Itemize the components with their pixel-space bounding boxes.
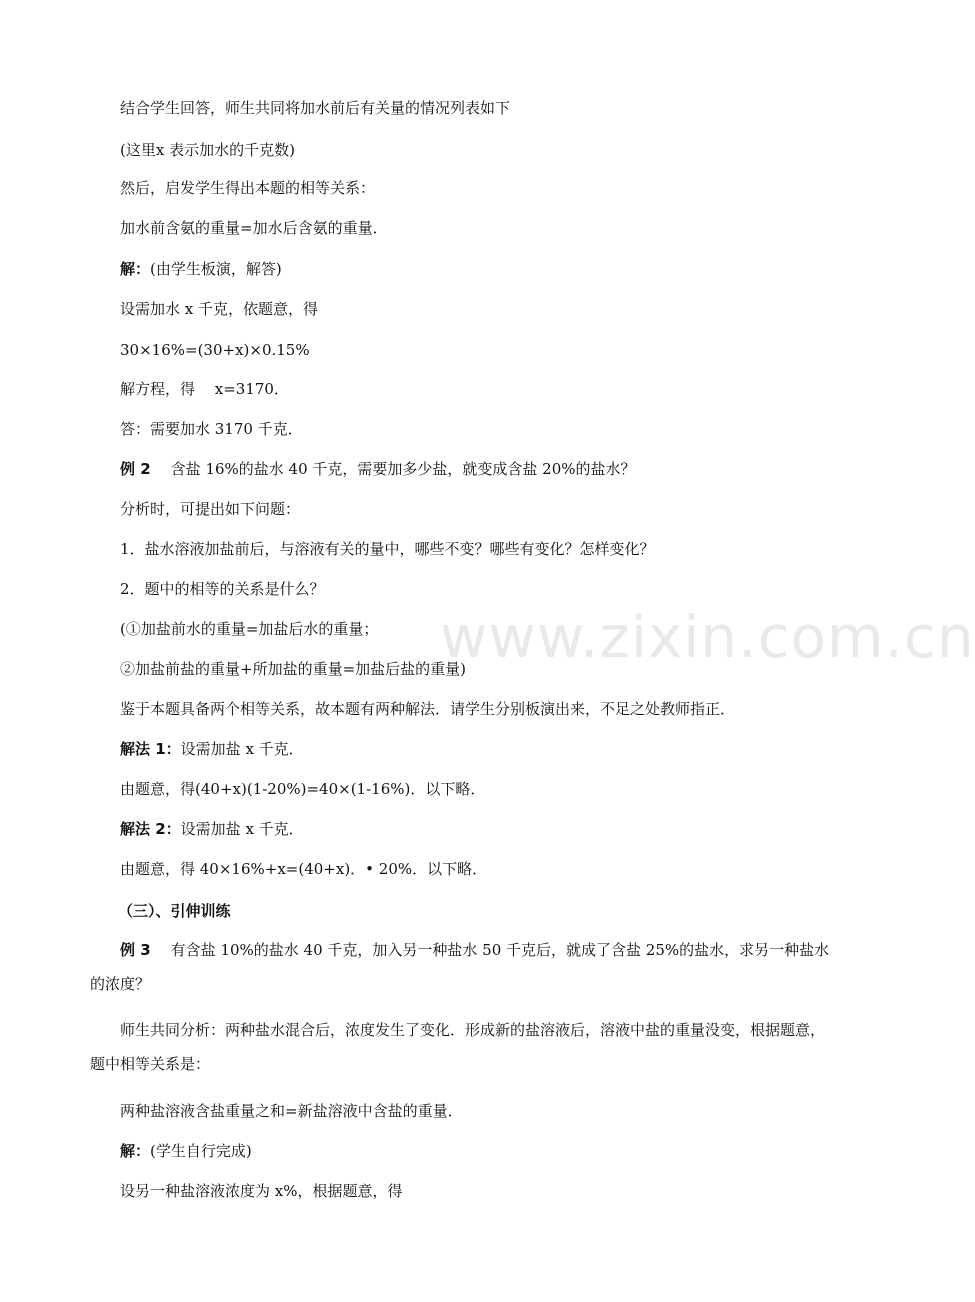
text-line: 设另一种盐溶液浓度为 x%，根据题意，得 <box>120 1182 403 1200</box>
text-line: 师生共同分析：两种盐水混合后，浓度发生了变化．形成新的盐溶液后，溶液中盐的重量没变，根据题意，题中相等关系是： <box>90 1021 826 1073</box>
text-line: 设需加盐 x 千克． <box>180 740 304 758</box>
text-line: 由题意，得(40+x)(1-20%)=40×(1-16%)．以下略． <box>120 780 486 798</box>
method-label: 解法 1： <box>120 740 181 758</box>
text-line: 两种盐溶液含盐重量之和=新盐溶液中含盐的重量． <box>120 1102 463 1120</box>
equation-line: 30×16%=(30+x)×0.15% <box>120 341 310 359</box>
watermark: www.zixin.com.cn <box>440 603 975 671</box>
text-line: 结合学生回答，师生共同将加水前后有关量的情况列表如下 <box>120 99 511 117</box>
text-line: 有含盐 10%的盐水 40 千克，加入另一种盐水 50 千克后，就成了含盐 25%的盐水，求另一种盐水的浓度？ <box>90 941 830 993</box>
solution-label: 解： <box>120 260 151 278</box>
section-heading: （三）、引伸训练 <box>118 902 231 920</box>
text-line: 2．题中的相等的关系是什么？ <box>120 580 325 598</box>
text-line: 鉴于本题具备两个相等关系，故本题有两种解法．请学生分别板演出来，不足之处教师指正． <box>120 700 736 718</box>
example-line <box>90 933 830 1001</box>
method-label: 解法 2： <box>120 820 181 838</box>
text-line: 答：需要加水 3170 千克． <box>120 420 303 438</box>
example-line <box>120 459 636 479</box>
text-line: 设需加水 x 千克，依题意，得 <box>120 300 318 318</box>
text-line: 由题意，得 40×16%+x=(40+x)．• 20%．以下略． <box>120 860 488 878</box>
method-line <box>120 739 304 759</box>
text-line: 分析时，可提出如下问题： <box>120 500 301 518</box>
text-line: 加水前含氨的重量=加水后含氨的重量． <box>120 219 388 237</box>
text-line: ②加盐前盐的重量+所加盐的重量=加盐后盐的重量) <box>120 660 466 678</box>
text-line: 含盐 16%的盐水 40 千克，需要加多少盐，就变成含盐 20%的盐水？ <box>170 460 636 478</box>
text-line: 1．盐水溶液加盐前后，与溶液有关的量中，哪些不变？哪些有变化？怎样变化？ <box>120 540 655 558</box>
text-line: (学生自行完成) <box>150 1142 252 1160</box>
text-line: 设需加盐 x 千克． <box>180 820 304 838</box>
text-line: 然后，启发学生得出本题的相等关系： <box>120 179 376 197</box>
text-line: 解方程，得 x=3170． <box>120 380 289 398</box>
example-label: 例 2 <box>120 460 151 478</box>
solution-line <box>120 259 282 279</box>
solution-line <box>120 1141 252 1161</box>
text-paragraph <box>90 1013 830 1081</box>
method-line <box>120 819 304 839</box>
text-line: (由学生板演，解答) <box>150 260 282 278</box>
text-line: (这里x 表示加水的千克数) <box>120 141 295 159</box>
example-label: 例 3 <box>120 941 151 959</box>
solution-label: 解： <box>120 1142 151 1160</box>
text-line: (①加盐前水的重量=加盐后水的重量； <box>120 620 379 638</box>
